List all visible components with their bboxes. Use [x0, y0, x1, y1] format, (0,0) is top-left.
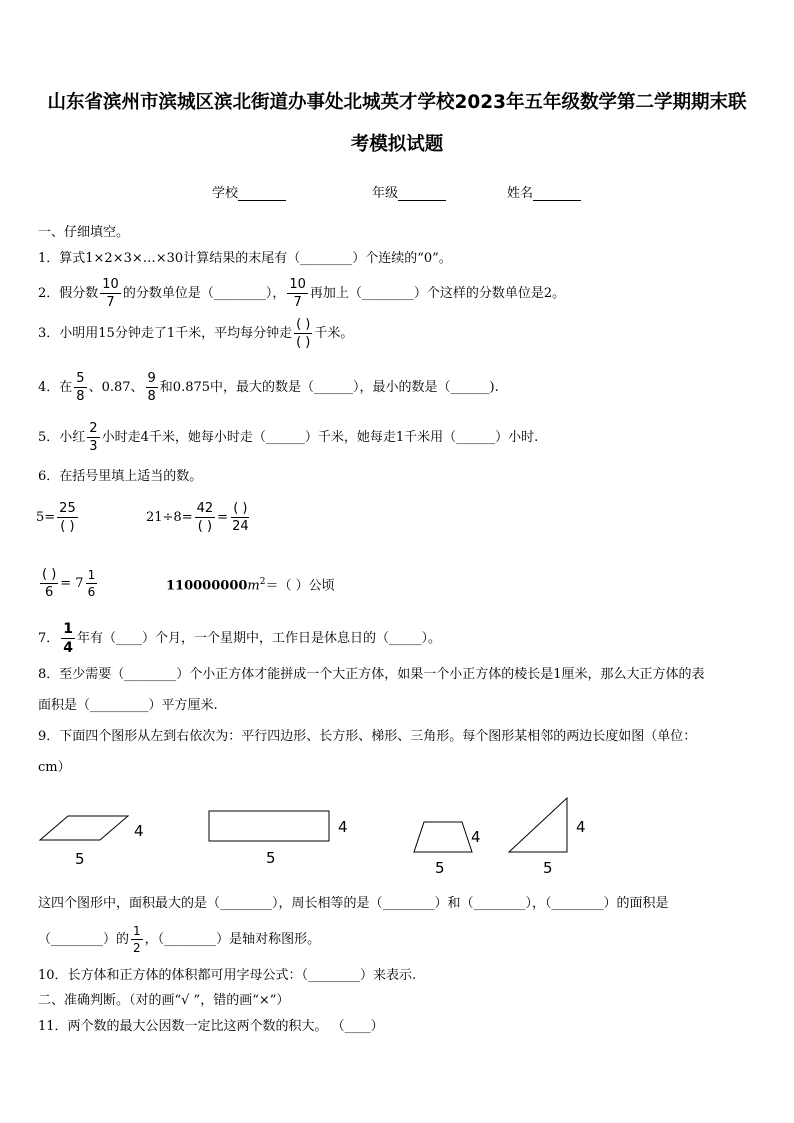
school-field[interactable] [212, 182, 286, 201]
page-title-line1: 山东省滨州市滨城区滨北街道办事处北城英才学校2023年五年级数学第二学期期末联 [47, 92, 747, 113]
fraction: $\frac{2}{3}$ [89, 421, 98, 454]
triangle-shape [509, 798, 567, 852]
answer-fraction[interactable]: $\frac{( )}{( )}$ [296, 317, 311, 350]
grade-field[interactable] [372, 182, 446, 201]
question-5: 5．小红 $\frac{2}{3}$ 小时走4千米，她每小时走（______）千米，她每走1千米用（______）小时. [38, 421, 539, 454]
rectangle-shape [209, 811, 329, 841]
section-1-heading: 一、仔细填空。 [38, 225, 130, 240]
fraction: $\frac{1}{2}$ [133, 924, 141, 955]
fraction: $\frac{9}{8}$ [147, 371, 156, 404]
name-field[interactable] [507, 182, 581, 201]
question-9-line3: 这四个图形中，面积最大的是（________），周长相等的是（________）和（________），（________）的面积是 [38, 896, 669, 911]
answer-fraction[interactable]: $\frac{42}{( )}$ [196, 501, 214, 534]
question-1: 1．算式1×2×3×…×30计算结果的末尾有（________）个连续的“0”。 [38, 251, 452, 266]
rectangle-side-label: 4 [338, 818, 348, 836]
question-9-line1: 9．下面四个图形从左到右依次为：平行四边形、长方形、梯形、三角形。每个图形某相邻的两边长度如图（单位： [38, 729, 697, 744]
question-10: 10．长方体和正方体的体积都可用字母公式：（________）来表示. [38, 968, 417, 983]
question-7: 7． $\frac{1}{4}$ 年有（____）个月，一个星期中，工作日是休息日的（_____）。 [38, 621, 442, 656]
question-3: 3．小明用15分钟走了1千米，平均每分钟走 $\frac{( )}{( )}$ 千米。 [38, 317, 354, 350]
fraction: $\frac{1}{4}$ [63, 621, 74, 656]
question-9-line2: cm） [38, 760, 71, 775]
fraction: $\frac{10}{7}$ [289, 277, 306, 310]
fraction: $\frac{1}{6}$ [87, 568, 96, 599]
section-2-heading: 二、准确判断。（对的画“√ ”，错的画“×”） [38, 993, 290, 1008]
trapezoid-side-label: 4 [471, 828, 481, 846]
q9-figures [0, 790, 794, 894]
question-2: 2．假分数 $\frac{10}{7}$ 的分数单位是（________）， $\frac{10}{7}$ 再加上（________）个这样的分数单位是2。 [38, 277, 566, 310]
answer-fraction[interactable]: $\frac{( )}{24}$ [232, 501, 249, 534]
parallelogram-side-label: 4 [134, 822, 144, 840]
answer-fraction[interactable]: $\frac{25}{( )}$ [59, 501, 76, 534]
q6-equation-4: $110000000m^2=$（ ）公顷 [166, 577, 335, 594]
school-label: 学校 [212, 186, 239, 201]
trapezoid-shape [414, 822, 472, 852]
fraction: $\frac{5}{8}$ [76, 371, 85, 404]
question-8-line1: 8．至少需要（________）个小正方体才能拼成一个大正方体，如果一个小正方体的棱长是1厘米，那么大正方体的表 [38, 667, 705, 682]
fraction: $\frac{10}{7}$ [102, 277, 119, 310]
question-11: 11．两个数的最大公因数一定比这两个数的积大。 （____） [38, 1019, 384, 1034]
q6-equation-3: $\frac{( )}{6}$ = 7 $\frac{1}{6}$ [42, 567, 96, 600]
rectangle-base-label: 5 [266, 849, 276, 867]
answer-fraction[interactable]: $\frac{( )}{6}$ [42, 567, 57, 600]
question-9-line4: （________）的 $\frac{1}{2}$ ，（________）是轴对称图形。 [38, 924, 321, 955]
page-title-line2: 考模拟试题 [350, 134, 444, 155]
trapezoid-base-label: 5 [435, 859, 445, 877]
name-label: 姓名 [507, 186, 534, 201]
student-info-row [0, 182, 794, 202]
parallelogram-shape [40, 816, 128, 840]
grade-label: 年级 [372, 186, 399, 201]
triangle-base-label: 5 [543, 859, 553, 877]
parallelogram-base-label: 5 [75, 850, 85, 868]
question-8-line2: 面积是（_________）平方厘米. [38, 698, 218, 713]
q6-equation-2: 21÷8= $\frac{42}{( )}$ = $\frac{( )}{24}$ [146, 501, 249, 534]
question-4: 4．在 $\frac{5}{8}$ 、0.87、 $\frac{9}{8}$ 和0.875中，最大的数是（______），最小的数是（______). [38, 371, 499, 404]
triangle-side-label: 4 [576, 818, 586, 836]
q6-equation-1: 5= $\frac{25}{( )}$ [36, 501, 76, 534]
question-6: 6．在括号里填上适当的数。 [38, 469, 203, 484]
